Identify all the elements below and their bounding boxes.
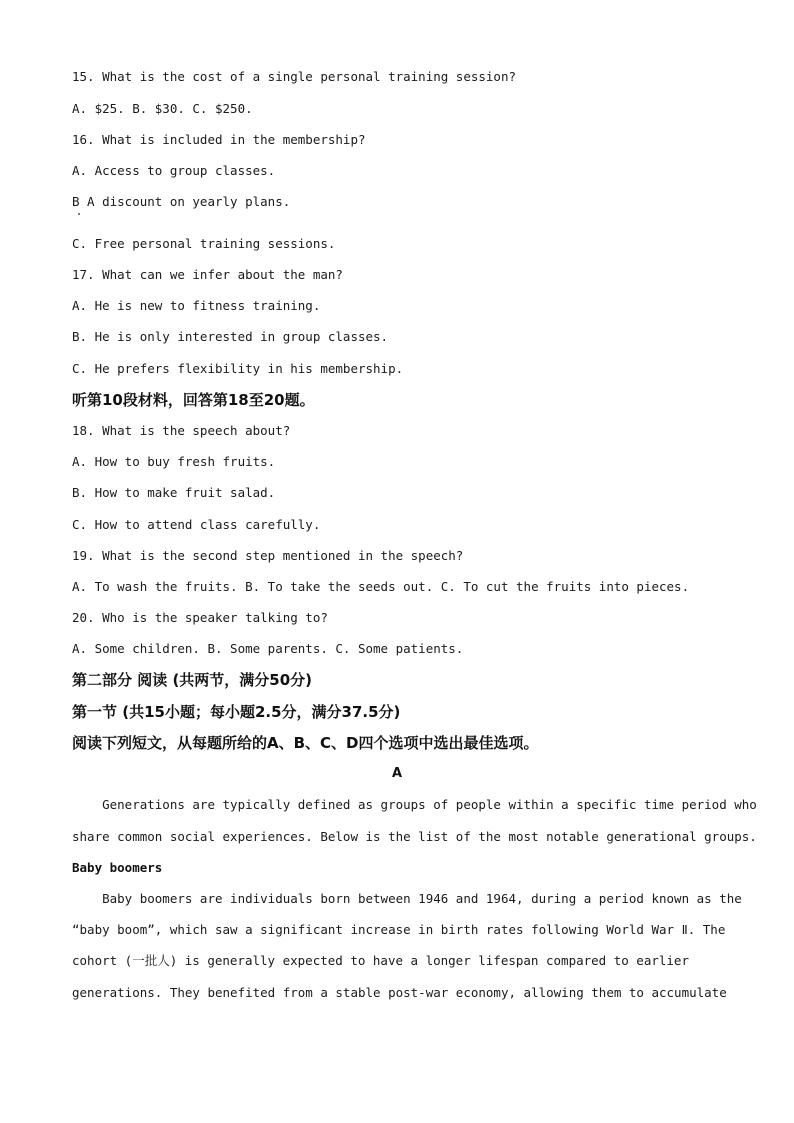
question-18-option-a: A. How to buy fresh fruits. <box>72 454 276 469</box>
stray-mark <box>78 213 80 215</box>
question-18-option-c: C. How to attend class carefully. <box>72 517 321 532</box>
intro-line-2: share common social experiences. Below is the list of the most notable generational groups. <box>72 829 757 844</box>
reading-instruction: 阅读下列短文，从每题所给的A、B、C、D四个选项中选出最佳选项。 <box>72 734 539 752</box>
section-one-heading: 第一节 (共15小题；每小题2.5分，满分37.5分) <box>72 703 401 721</box>
boomers-line-3: cohort (一批人) is generally expected to have a longer lifespan compared to earlier <box>72 953 689 968</box>
question-15: 15. What is the cost of a single personal training session? <box>72 69 517 84</box>
part-two-heading: 第二部分 阅读 (共两节，满分50分) <box>72 671 313 689</box>
question-18-option-b: B. How to make fruit salad. <box>72 485 276 500</box>
boomers-line-4: generations. They benefited from a stable post-war economy, allowing them to accumulate <box>72 985 727 1000</box>
section-10-heading: 听第10段材料，回答第18至20题。 <box>72 391 315 409</box>
passage-letter: A <box>391 766 403 781</box>
question-19-options: A. To wash the fruits. B. To take the seeds out. C. To cut the fruits into pieces. <box>72 579 690 594</box>
question-18: 18. What is the speech about? <box>72 423 291 438</box>
question-20-options: A. Some children. B. Some parents. C. Some patients. <box>72 641 464 656</box>
intro-line-1: Generations are typically defined as groups of people within a specific time period who <box>72 797 757 812</box>
question-15-options: A. $25. B. $30. C. $250. <box>72 101 253 116</box>
question-16-option-c: C. Free personal training sessions. <box>72 236 336 251</box>
question-16-option-b: B A discount on yearly plans. <box>72 194 291 209</box>
question-16-option-a: A. Access to group classes. <box>72 163 276 178</box>
question-16: 16. What is included in the membership? <box>72 132 366 147</box>
question-17-option-c: C. He prefers flexibility in his membership. <box>72 361 404 376</box>
question-19: 19. What is the second step mentioned in the speech? <box>72 548 464 563</box>
question-17: 17. What can we infer about the man? <box>72 267 343 282</box>
question-20: 20. Who is the speaker talking to? <box>72 610 328 625</box>
question-17-option-b: B. He is only interested in group classes. <box>72 329 389 344</box>
baby-boomers-subheading: Baby boomers <box>72 860 163 875</box>
boomers-line-2: “baby boom”, which saw a significant increase in birth rates following World War Ⅱ. The <box>72 922 726 937</box>
question-17-option-a: A. He is new to fitness training. <box>72 298 321 313</box>
boomers-line-1: Baby boomers are individuals born between 1946 and 1964, during a period known as the <box>72 891 742 906</box>
